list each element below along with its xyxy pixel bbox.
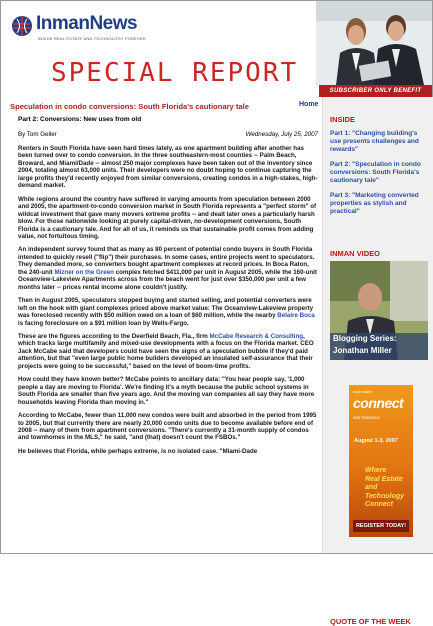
- article-date: Wednesday, July 25, 2007: [245, 131, 318, 138]
- logo-tagline: INSIDE REAL ESTATE AND TECHNOLOGY FOREVER: [38, 36, 146, 41]
- paragraph-text: Then in August 2005, speculators stopped buying and started selling, and potential converters were left on the hook with giant complexes priced above market value: The Oceanview-Lakeview property was foreclosed recently with $50 million owed on a loan of $60 million, while the nearby: [18, 297, 314, 320]
- paragraph: How could they have known better? McCabe points to ancillary data: "You hear people say, '1,000 people a day are moving to Florida'. We're finding it's a myth because the public school systems in South Florida are smaller than five years ago. And the moving van companies all say they have more households leaving Florida than moving in.": [18, 376, 315, 406]
- video-caption-line: Blogging Series:: [333, 334, 397, 343]
- paragraph-text: These are the figures according to the Deerfield Beach, Fla., firm: [18, 332, 210, 340]
- video-heading: INMAN VIDEO: [330, 249, 381, 258]
- register-button[interactable]: REGISTER TODAY!: [353, 520, 409, 532]
- ad-body-line: Where: [365, 467, 387, 474]
- link-mizner-on-the-green[interactable]: Mizner on the Green: [54, 268, 114, 276]
- link-belaire-boca[interactable]: Belaire Boca: [277, 312, 315, 320]
- article-part-title: Part 2: Conversions: New uses from old: [18, 116, 142, 123]
- link-mccabe-research[interactable]: McCabe Research & Consulting: [209, 332, 304, 340]
- sidebar-link-part-1[interactable]: Part 1: "Changing building's use presents challenges and rewards": [330, 130, 419, 153]
- logo-text: InmanNews: [36, 13, 138, 34]
- paragraph: According to McCabe, fewer than 11,000 new condos were built and absorbed in the period from 1995 to 2005, but that currently there are nearly 20,000 condo units due to become available before end of 2008 -- many of them from apartment conversions. "There's currently a 31-month supply of condos and townhomes in the MLS," he said, "and (that) doesn't count the FSBOs.": [18, 412, 317, 442]
- header-photo: [316, 1, 432, 85]
- sidebar-link-part-3[interactable]: Part 3: "Marketing converted properties as stylish and practical": [330, 192, 419, 215]
- ad-body-line: and: [365, 484, 378, 492]
- main-content: [10, 102, 318, 461]
- byline: [18, 131, 318, 141]
- header: [1, 1, 432, 97]
- paragraph-text: An independent survey found that as many as 80 percent of potential condo buyers in South Florida intended to quickly resell ("flip") their purchases. In some cases, entire projects went to speculators. They demanded more, so converters bought apartment complexes at record prices. In Boca Raton, the 240-unit: [18, 246, 315, 276]
- logo-globe-icon: [11, 15, 33, 37]
- sidebar-link-part-2[interactable]: Part 2: "Speculation in condo conversions: South Florida's cautionary tale": [330, 161, 421, 184]
- paragraph: Renters in South Florida have seen hard times lately, as one apartment building after another has been turned over to condo conversion. In the three southeastern-most counties -- Palm Beach, Broward, and Miami/Dade -- almost 250 major complexes have been taken out of the inventory since 2004, totaling almost 63,000 units. Their developers were no doubt hoping to continue capturing the large profits they'd recently enjoyed from similar conversions, creating condos in a high-stakes, high-demand market.: [18, 145, 318, 190]
- paragraph: [18, 333, 318, 370]
- ad-body-line: Real Estate: [365, 475, 403, 483]
- paragraph-text: is facing foreclosure on a $91 million loan by Wells-Fargo.: [18, 319, 189, 327]
- ad-body-line: Connect: [365, 501, 393, 509]
- paragraph-text: , which tracks large multifamily and mixed-use developments with a focus on the Florida market. CEO Jack McCabe said that developers could have seen the signs of a speculation bubble if they'd paid attention, but that "even large public home builders developed an insulated self-assurance that their projects were going to be successful," based on the level of boom-time profits.: [18, 332, 314, 370]
- page-title: SPECIAL REPORT: [51, 58, 299, 88]
- quote-heading: QUOTE OF THE WEEK: [330, 617, 411, 626]
- sidebar: [322, 97, 433, 626]
- paragraph: [18, 297, 318, 327]
- real-estate-connect-ad[interactable]: [349, 385, 413, 537]
- video-thumbnail[interactable]: [330, 261, 428, 360]
- business-people-image: [316, 1, 432, 85]
- inside-heading: INSIDE: [330, 115, 356, 124]
- paragraph: [18, 246, 318, 291]
- paragraph: He believes that Florida, while perhaps extreme, is no isolated case. "Miami-Dade: [18, 447, 258, 455]
- paragraph: While regions around the country have suffered in varying amounts from speculation between 2000 and 2005, the apartment-to-condo conversion market in South Florida represents a "perfect storm" of wildcat investment that gave many movers extreme profits -- and dealt later ones a particularly harsh blow. For those nationwide looking at purely capital-driven, no-development conversions, South Florida is a cautionary tale. And for all of us, it reminds us that sustainable profit comes from adding value, not fortuitous timing.: [18, 195, 317, 240]
- home-link[interactable]: Home: [299, 101, 319, 108]
- ad-date: August 1-3, 2007: [354, 438, 398, 444]
- inside-links: [323, 130, 433, 223]
- ad-body-line: Technology: [365, 492, 405, 500]
- ad-top-text: real estate: [353, 389, 372, 394]
- subscriber-banner: SUBSCRIBER ONLY BENEFIT: [319, 85, 432, 97]
- paragraph-text: complex fetched $411,000 per unit in August 2005, while the 160-unit Oceanview-Lakeview Apartments across from the beach went for just over $350,000 per unit a few months later -- prices rental income alone couldn't justify.: [18, 268, 317, 291]
- video-caption: [330, 333, 428, 360]
- video-caption-line: Jonathan Miller: [333, 346, 392, 355]
- ad-body: [365, 467, 404, 510]
- ad-city: san francisco: [353, 415, 380, 420]
- ad-title: connect: [353, 395, 404, 411]
- article-author: By Tom Geller: [18, 131, 57, 138]
- article-headline: Speculation in condo conversions: South Florida's cautionary tale: [10, 102, 249, 111]
- article-body: [18, 145, 318, 455]
